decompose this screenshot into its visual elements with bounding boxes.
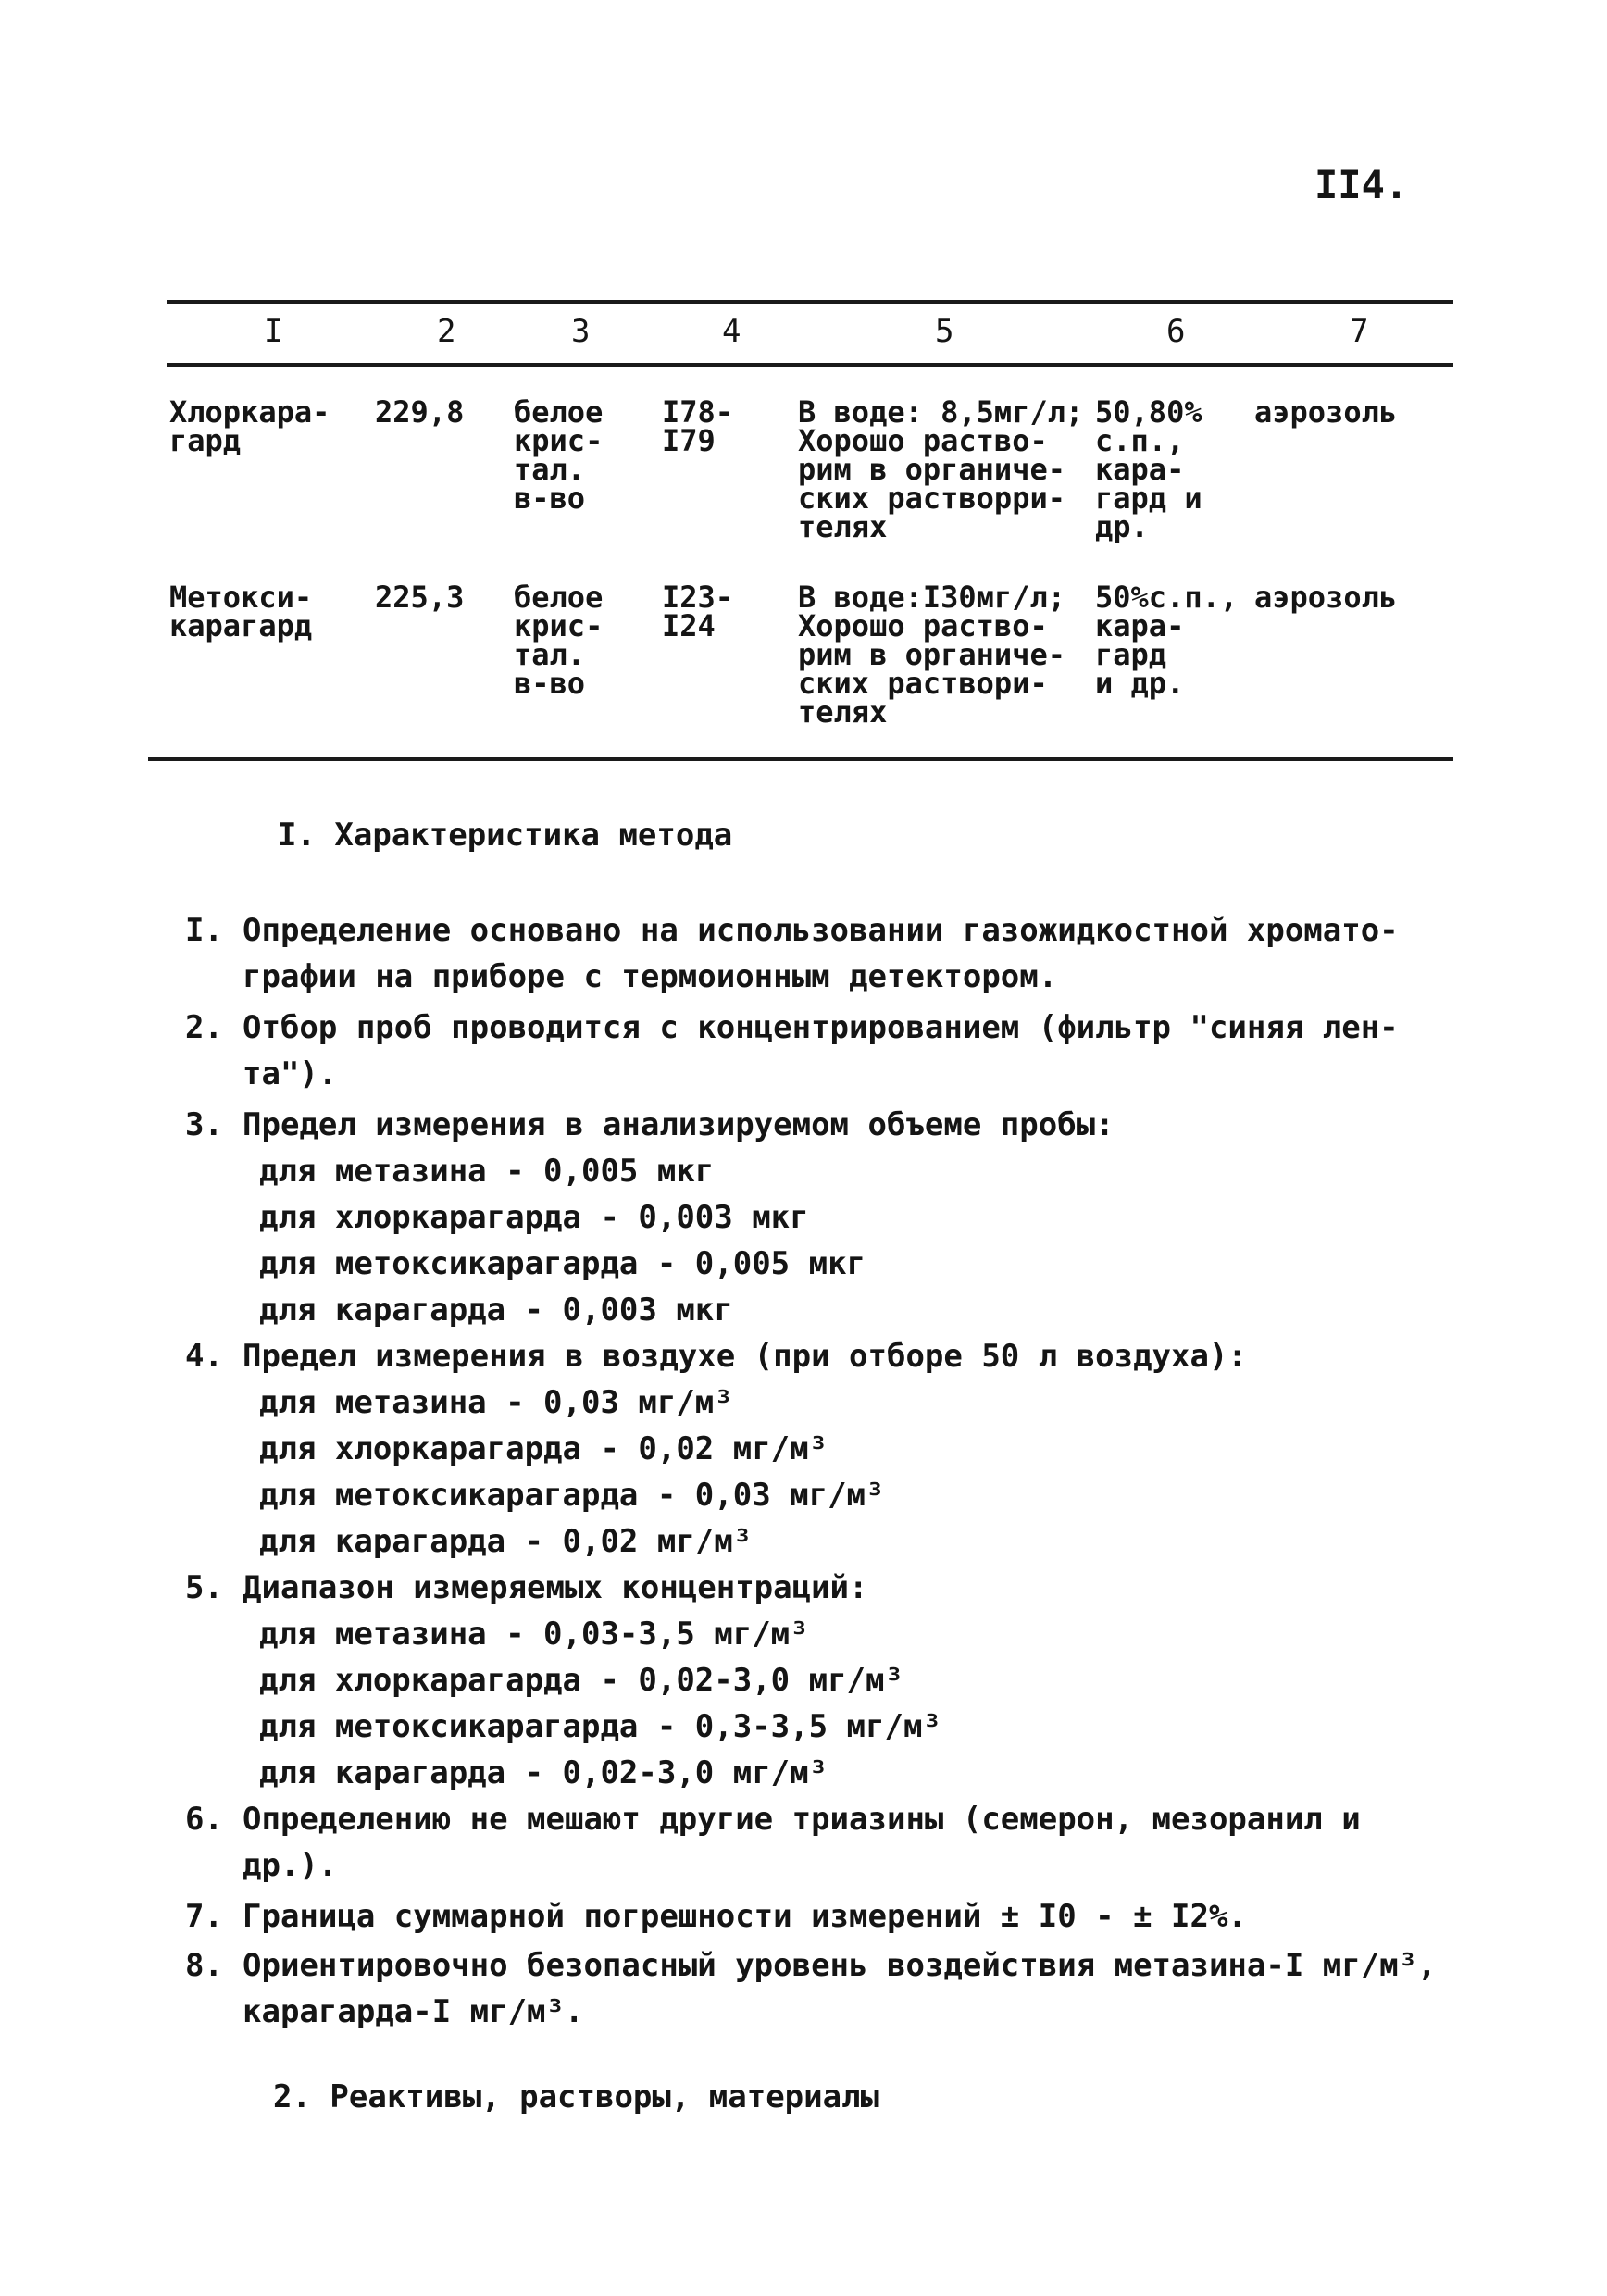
item-line: для карагарда - 0,02 мг/м³ [259, 1523, 753, 1560]
table-row-1-state: белое крис- тал. в-во [514, 394, 604, 516]
table-row-1-temp: I78- I79 [662, 394, 734, 458]
item-line: для карагарда - 0,003 мкг [259, 1292, 733, 1329]
item-number: 5. [185, 1569, 223, 1606]
item-number: 7. [185, 1898, 223, 1935]
item-line: Определению не мешают другие триазины (семерон, мезоранил и [243, 1801, 1361, 1838]
item-line: для метоксикарагарда - 0,005 мкг [259, 1245, 866, 1282]
item-line: карагарда-I мг/м³. [243, 1993, 584, 2030]
table-row-2-mass: 225,3 [375, 580, 465, 615]
item-number: 2. [185, 1009, 223, 1046]
table-row-2-solubility: В воде:I30мг/л; Хорошо раство- рим в органиче- ских раствори- телях [798, 580, 1065, 730]
table-row-2-application: аэрозоль [1254, 580, 1398, 615]
item-number: 3. [185, 1106, 223, 1143]
table-header-col7: 7 [1350, 313, 1369, 350]
item-line: для метоксикарагарда - 0,03 мг/м³ [259, 1477, 885, 1514]
item-number: 8. [185, 1947, 223, 1984]
item-number: 6. [185, 1801, 223, 1838]
table-row-2-state: белое крис- тал. в-во [514, 580, 604, 701]
item-line: Предел измерения в воздухе (при отборе 50 л воздуха): [243, 1338, 1247, 1375]
item-line: для метазина - 0,03-3,5 мг/м³ [259, 1616, 809, 1653]
table-header-col4: 4 [722, 313, 741, 350]
item-line: Отбор проб проводится с концентрированием (фильтр "синяя лен- [243, 1009, 1399, 1046]
item-line: для хлоркарагарда - 0,02 мг/м³ [259, 1430, 828, 1467]
table-bottom-rule [148, 757, 1453, 761]
item-line: Предел измерения в анализируемом объеме пробы: [243, 1106, 1115, 1143]
item-line: для метазина - 0,005 мкг [259, 1153, 715, 1190]
item-line: Определение основано на использовании газожидкостной хромато- [243, 912, 1399, 949]
table-row-1-formulation: 50,80% с.п., кара- гард и др. [1095, 394, 1202, 544]
table-row-1-mass: 229,8 [375, 394, 465, 430]
item-line: для метазина - 0,03 мг/м³ [259, 1384, 733, 1421]
item-line: Диапазон измеряемых концентраций: [243, 1569, 868, 1606]
table-header-col1: I [264, 313, 283, 350]
item-line: Граница суммарной погрешности измерений ± I0 - ± I2%. [243, 1898, 1247, 1935]
item-line: для метоксикарагарда - 0,3-3,5 мг/м³ [259, 1708, 941, 1745]
page-number: II4. [1314, 162, 1409, 207]
table-header-col2: 2 [437, 313, 456, 350]
section-1-title: I. Характеристика метода [278, 817, 733, 854]
item-line: Ориентировочно безопасный уровень воздействия метазина-I мг/м³, [243, 1947, 1437, 1984]
table-row-1-name: Хлоркара- гард [169, 394, 330, 458]
item-line: графии на приборе с термоионным детектором. [243, 958, 1058, 995]
item-line: для хлоркарагарда - 0,02-3,0 мг/м³ [259, 1662, 903, 1699]
table-row-1-solubility: В воде: 8,5мг/л; Хорошо раство- рим в органиче- ских растворри- телях [798, 394, 1084, 544]
table-row-2-temp: I23- I24 [662, 580, 734, 643]
table-header-col5: 5 [935, 313, 954, 350]
table-header-col3: 3 [571, 313, 591, 350]
item-line: для хлоркарагарда - 0,003 мкг [259, 1199, 809, 1236]
item-number: I. [185, 912, 223, 949]
table-row-2-formulation: 50%с.п., кара- гард и др. [1095, 580, 1239, 701]
section-2-title: 2. Реактивы, растворы, материалы [273, 2078, 880, 2115]
table-header-rule [167, 363, 1453, 367]
item-line: та"). [243, 1055, 338, 1092]
table-header-col6: 6 [1166, 313, 1186, 350]
item-line: для карагарда - 0,02-3,0 мг/м³ [259, 1754, 828, 1791]
item-number: 4. [185, 1338, 223, 1375]
table-row-1-application: аэрозоль [1254, 394, 1398, 430]
table-top-rule [167, 300, 1453, 304]
item-line: др.). [243, 1847, 338, 1884]
table-row-2-name: Метокси- карагард [169, 580, 313, 643]
